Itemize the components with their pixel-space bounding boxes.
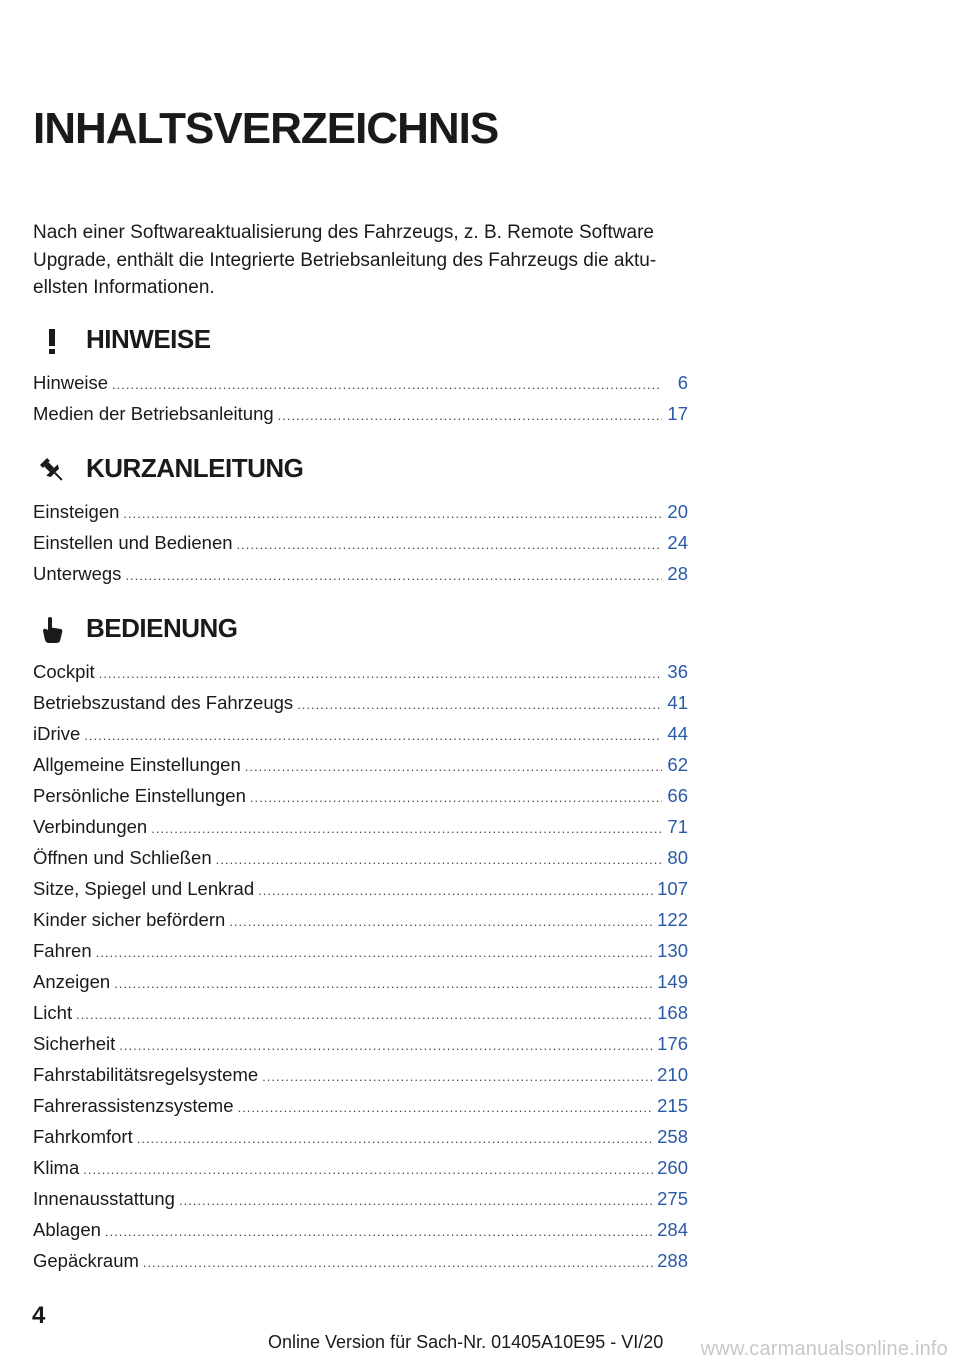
footer-version: Online Version für Sach-Nr. 01405A10E95 - VI/20	[268, 1332, 664, 1352]
toc-leader-dots	[84, 728, 662, 743]
toc-entry-page[interactable]: 24	[667, 532, 688, 553]
toc-entry-label: Ablagen	[33, 1219, 101, 1240]
toc-entry-page[interactable]: 20	[667, 501, 688, 522]
toc-entry-label: Fahrstabilitätsregelsysteme	[33, 1064, 259, 1085]
toc-leader-dots	[137, 1131, 653, 1146]
toc-leader-dots	[76, 1007, 653, 1022]
section-header	[33, 611, 688, 651]
toc-entry[interactable]	[33, 1157, 688, 1188]
toc-entry-page[interactable]: 260	[657, 1157, 688, 1178]
toc-entry-page[interactable]: 258	[657, 1126, 688, 1147]
toc-entry[interactable]	[33, 1064, 688, 1095]
toc-entry-label: Klima	[33, 1157, 80, 1178]
toc-entry-page[interactable]: 107	[657, 878, 688, 899]
toc-leader-dots	[250, 790, 662, 805]
toc-leader-dots	[258, 883, 653, 898]
toc-leader-dots	[83, 1162, 653, 1177]
toc-entry[interactable]	[33, 372, 688, 403]
section-hinweise	[33, 322, 688, 434]
toc-entry[interactable]	[33, 1188, 688, 1219]
page-number: 4	[32, 1302, 46, 1329]
toc-entry[interactable]	[33, 563, 688, 594]
toc-entry-label: Cockpit	[33, 661, 95, 682]
toc-entry-page[interactable]: 168	[657, 1002, 688, 1023]
toc-entry[interactable]	[33, 754, 688, 785]
toc-entry-page[interactable]: 176	[657, 1033, 688, 1054]
toc-entry-label: Persönliche Einstellungen	[33, 785, 246, 806]
toc-entry-label: Fahrkomfort	[33, 1126, 133, 1147]
toc-entry[interactable]	[33, 501, 688, 532]
toc-leader-dots	[237, 537, 662, 552]
toc-entry-page[interactable]: 122	[657, 909, 688, 930]
toc-entry[interactable]	[33, 785, 688, 816]
toc-entry[interactable]	[33, 661, 688, 692]
toc-entry-page[interactable]: 62	[667, 754, 688, 775]
exclamation-icon	[37, 326, 67, 356]
page-title: INHALTSVERZEICHNIS	[33, 104, 499, 153]
toc-entry-page[interactable]: 6	[677, 372, 688, 393]
toc-leader-dots	[125, 568, 662, 583]
toc-entry-label: Einstellen und Bedienen	[33, 532, 233, 553]
toc-entry-page[interactable]: 130	[657, 940, 688, 961]
toc-entry-page[interactable]: 28	[667, 563, 688, 584]
pointing-hand-icon	[37, 615, 67, 645]
toc-leader-dots	[123, 506, 662, 521]
toc-entry[interactable]	[33, 532, 688, 563]
toc-leader-dots	[179, 1193, 653, 1208]
toc-entry-label: Fahrerassistenzsysteme	[33, 1095, 234, 1116]
toc-entry-label: iDrive	[33, 723, 81, 744]
toc-entry-page[interactable]: 210	[657, 1064, 688, 1085]
section-title: BEDIENUNG	[86, 613, 238, 643]
toc-entry-page[interactable]: 66	[667, 785, 688, 806]
toc-entry-page[interactable]: 149	[657, 971, 688, 992]
toc-leader-dots	[278, 408, 662, 423]
toc-list	[33, 372, 688, 434]
toc-entry-page[interactable]: 288	[657, 1250, 688, 1271]
toc-entry-label: Anzeigen	[33, 971, 111, 992]
toc-leader-dots	[105, 1224, 653, 1239]
toc-entry-page[interactable]: 80	[667, 847, 688, 868]
section-header	[33, 322, 688, 362]
toc-list	[33, 661, 688, 1281]
toc-leader-dots	[143, 1255, 653, 1270]
toc-entry-label: Kinder sicher befördern	[33, 909, 226, 930]
toc-entry-label: Verbindungen	[33, 816, 148, 837]
toc-entry-page[interactable]: 284	[657, 1219, 688, 1240]
toc-entry[interactable]	[33, 403, 688, 434]
toc-entry[interactable]	[33, 1033, 688, 1064]
toc-entry[interactable]	[33, 1002, 688, 1033]
toc-entry[interactable]	[33, 1219, 688, 1250]
toc-entry-label: Öffnen und Schließen	[33, 847, 212, 868]
toc-entry[interactable]	[33, 1250, 688, 1281]
toc-entry-label: Allgemeine Einstellungen	[33, 754, 241, 775]
toc-entry-label: Licht	[33, 1002, 73, 1023]
section-header	[33, 451, 688, 491]
toc-entry-label: Medien der Betriebsanleitung	[33, 403, 274, 424]
toc-entry-label: Sicherheit	[33, 1033, 116, 1054]
toc-entry[interactable]	[33, 940, 688, 971]
toc-leader-dots	[96, 945, 654, 960]
toc-leader-dots	[151, 821, 662, 836]
toc-entry-page[interactable]: 36	[667, 661, 688, 682]
toc-leader-dots	[245, 759, 662, 774]
toc-entry[interactable]	[33, 1095, 688, 1126]
toc-entry[interactable]	[33, 816, 688, 847]
toc-leader-dots	[297, 697, 662, 712]
toc-leader-dots	[262, 1069, 653, 1084]
toc-entry-page[interactable]: 215	[657, 1095, 688, 1116]
toc-entry-page[interactable]: 71	[667, 816, 688, 837]
intro-paragraph: Nach einer Softwareaktualisierung des Fahrzeugs, z. B. Remote Software Upgrade, enthält die Integrierte Betriebsanleitung des Fahrzeugs die aktuellsten Informationen.	[33, 222, 657, 298]
toc-entry[interactable]	[33, 723, 688, 754]
toc-entry-page[interactable]: 41	[667, 692, 688, 713]
toc-entry[interactable]	[33, 909, 688, 940]
section-title: KURZANLEITUNG	[86, 453, 304, 483]
toc-leader-dots	[119, 1038, 653, 1053]
toc-entry-label: Innenausstattung	[33, 1188, 175, 1209]
toc-entry-label: Einsteigen	[33, 501, 120, 522]
toc-entry-label: Gepäckraum	[33, 1250, 139, 1271]
toc-leader-dots	[114, 976, 653, 991]
section-bedienung	[33, 611, 688, 1281]
toc-entry-label: Betriebszustand des Fahrzeugs	[33, 692, 294, 713]
toc-leader-dots	[99, 666, 662, 681]
toc-leader-dots	[237, 1100, 653, 1115]
toc-entry[interactable]	[33, 971, 688, 1002]
toc-entry-page[interactable]: 275	[657, 1188, 688, 1209]
toc-entry[interactable]	[33, 1126, 688, 1157]
toc-entry-label: Fahren	[33, 940, 92, 961]
toc-entry[interactable]	[33, 847, 688, 878]
section-kurzanleitung	[33, 451, 688, 594]
toc-entry-label: Hinweise	[33, 372, 109, 393]
toc-entry[interactable]	[33, 878, 688, 909]
toc-entry-label: Sitze, Spiegel und Lenkrad	[33, 878, 255, 899]
toc-entry-page[interactable]: 17	[667, 403, 688, 424]
toc-leader-dots	[229, 914, 653, 929]
toc-leader-dots	[112, 377, 662, 392]
pushpin-icon	[37, 455, 67, 485]
toc-list	[33, 501, 688, 594]
toc-entry[interactable]	[33, 692, 688, 723]
watermark: www.carmanualsonline.info	[700, 1338, 948, 1360]
toc-entry-label: Unterwegs	[33, 563, 122, 584]
section-title: HINWEISE	[86, 324, 211, 354]
toc-leader-dots	[216, 852, 662, 867]
toc-entry-page[interactable]: 44	[667, 723, 688, 744]
